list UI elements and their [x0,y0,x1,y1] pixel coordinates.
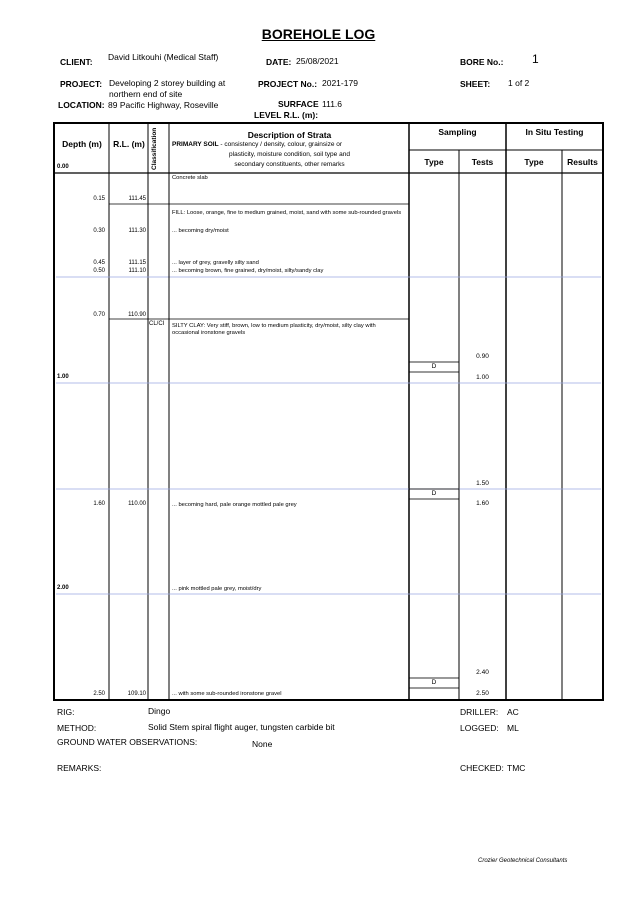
project-label: PROJECT: [60,79,103,89]
col-depth-header: Depth (m) [62,139,102,149]
sample-type: D [431,363,437,370]
depth-marker: 0.00 [57,164,69,170]
strata-ironstone: ... with some sub-rounded ironstone gravel [172,691,282,697]
client-value: David Litkouhi (Medical Staff) [108,52,219,62]
depth-value: 0.30 [93,228,105,234]
sample-top-depth: 2.40 [476,669,489,676]
logged-label: LOGGED: [460,723,499,733]
col-insitu-type-header: Type [524,157,544,167]
rl-value: 110.00 [128,501,146,507]
project-value-line1: Developing 2 storey building at [109,78,226,88]
surface-label: SURFACE [278,99,319,109]
rl-value: 111.15 [128,260,146,266]
strata-pink: ... pink mottled pale grey, moist/dry [172,586,262,592]
strata-fill: FILL: Loose, orange, fine to medium grained, moist, sand with some sub-rounded gravels [172,210,402,216]
depth-marker: 2.00 [57,585,69,591]
strata-silty-clay: SILTY CLAY: Very stiff, brown, low to medium plasticity, dry/moist, silty clay with occasional ironstone gravels [172,323,376,336]
description-line3: secondary constituents, other remarks [234,161,345,168]
sample-bottom-depth: 1.60 [476,500,489,507]
remarks-label: REMARKS: [57,763,102,773]
project-no-label: PROJECT No.: [258,79,318,89]
depth-value: 1.60 [93,501,105,507]
level-label: LEVEL R.L. (m): [254,110,319,120]
ground-water-label: GROUND WATER OBSERVATIONS: [57,737,198,747]
col-insitu-results-header: Results [567,157,598,167]
sheet-value: 1 of 2 [508,78,530,88]
sample-type: D [431,490,437,497]
col-insitu-header: In Situ Testing [525,127,584,137]
method-value: Solid Stem spiral flight auger, tungsten carbide bit [148,722,335,732]
checked-label: CHECKED: [460,763,504,773]
strata-concrete: Concrete slab [172,175,208,181]
sheet-label: SHEET: [460,79,491,89]
sample-type: D [431,679,437,686]
page-title: BOREHOLE LOG [261,26,376,42]
depth-value: 0.70 [93,312,105,318]
rl-value: 110.90 [128,312,146,318]
classification-code: CL/CI [149,321,165,327]
description-primary-line [172,141,342,148]
surface-value: 111.6 [322,99,343,109]
client-label: CLIENT: [60,57,93,67]
sample-bottom-depth: 1.00 [476,374,489,381]
strata-hard: ... becoming hard, pale orange mottled pale grey [172,502,297,508]
logged-value: ML [507,723,519,733]
rl-value: 111.45 [128,196,146,202]
location-label: LOCATION: [58,100,105,110]
col-sampling-type-header: Type [424,157,444,167]
rl-value: 111.30 [128,228,146,234]
depth-value: 0.15 [93,196,105,202]
depth-value: 0.45 [93,260,105,266]
col-sampling-tests-header: Tests [471,157,494,167]
col-description-header: Description of Strata [247,130,332,140]
description-line2: plasticity, moisture condition, soil type and [229,151,350,158]
company-name: Crozier Geotechnical Consultants [478,858,568,864]
checked-value: TMC [507,763,526,773]
ground-water-value: None [252,739,273,749]
bore-label: BORE No.: [460,57,504,67]
col-classification-header: Classification [151,127,158,170]
rl-value: 109.10 [127,691,146,697]
driller-value: AC [507,707,519,717]
project-value-line2: northern end of site [109,89,183,99]
sample-top-depth: 1.50 [476,480,489,487]
col-rl-header: R.L. (m) [113,139,145,149]
strata-grey-layer: ... layer of grey, gravelly silty sand [172,260,259,266]
date-value: 25/08/2021 [296,56,339,66]
description-line1: - consistency / density, colour, grainsize or [218,141,343,148]
bore-value: 1 [532,52,539,66]
rig-label: RIG: [57,707,75,717]
depth-marker: 1.00 [57,374,69,380]
description-primary-label: PRIMARY SOIL [172,141,219,148]
project-no-value: 2021-179 [322,78,358,88]
driller-label: DRILLER: [460,707,499,717]
date-label: DATE: [266,57,292,67]
sample-bottom-depth: 2.50 [476,690,489,697]
depth-value: 2.50 [93,691,105,697]
rig-value: Dingo [148,706,171,716]
strata-fill-dry: ... becoming dry/moist [172,228,229,234]
location-value: 89 Pacific Highway, Roseville [108,100,219,110]
sample-top-depth: 0.90 [476,353,489,360]
strata-brown: ... becoming brown, fine grained, dry/moist, silty/sandy clay [172,268,324,274]
method-label: METHOD: [57,723,97,733]
col-sampling-header: Sampling [438,127,477,137]
depth-value: 0.50 [93,268,105,274]
rl-value: 111.10 [128,268,146,274]
